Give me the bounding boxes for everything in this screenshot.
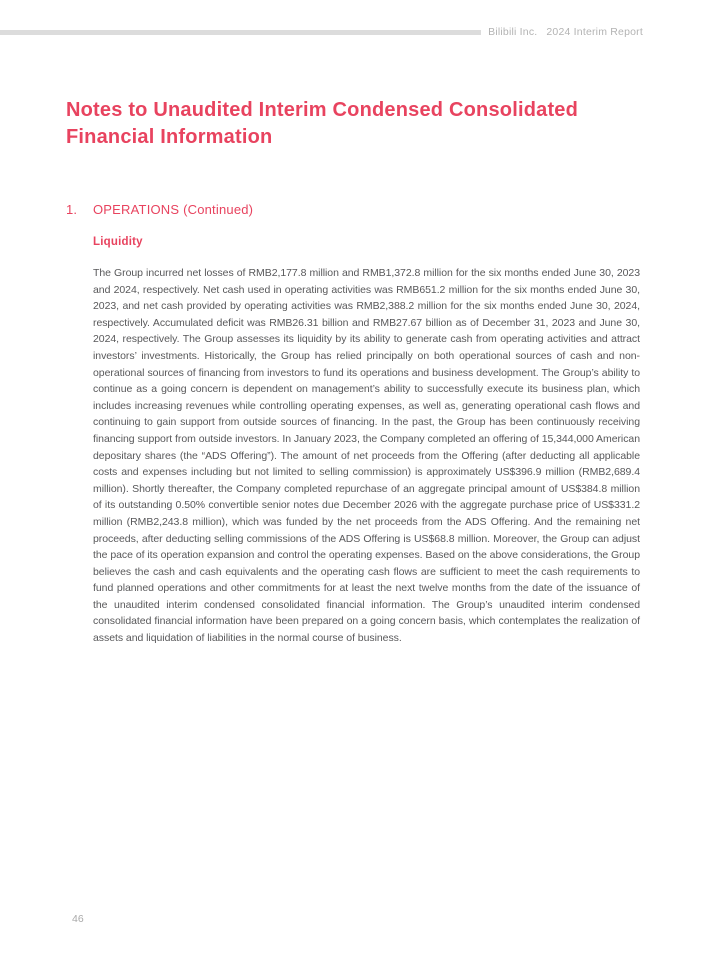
header-company-name: Bilibili Inc. bbox=[488, 26, 538, 38]
section-heading bbox=[66, 202, 253, 217]
header-rule bbox=[0, 30, 481, 35]
page-title: Notes to Unaudited Interim Condensed Consolidated Financial Information bbox=[66, 99, 579, 148]
running-header bbox=[488, 26, 643, 38]
liquidity-paragraph: The Group incurred net losses of RMB2,177.8 million and RMB1,372.8 million for the six months ended June 30, 2023 and 2024, respectively. Net cash used in operating activities was RMB651.2 million for the six months ended June 30, 2023, and net cash provided by operating activities was RMB2,388.2 million for the six months ended June 30, 2024, respectively. Accumulated deficit was RMB26.31 billion and RMB27.67 billion as of December 31, 2023 and June 30, 2024, respectively. The Group assesses its liquidity by its ability to generate cash from operating activities and attract investors’ investments. Historically, the Group has relied principally on both operational sources of cash and non-operational sources of financing from investors to fund its operations and business development. The Group’s ability to continue as a going concern is dependent on management’s ability to successfully execute its business plan, which includes increasing revenues while controlling operating expenses, as well as, generating operational cash flows and continuing to gain support from outside sources of financing. In the past, the Group has been continuously receiving financing support from outside investors. In January 2023, the Company completed an offering of 15,344,000 American depositary shares (the “ADS Offering”). The amount of net proceeds from the Offering (after deducting all applicable costs and expenses including but not limited to selling commission) is approximately US$396.9 million (RMB2,689.4 million). Shortly thereafter, the Company completed repurchase of an aggregate principal amount of US$384.8 million of its outstanding 0.50% convertible senior notes due December 2026 with the aggregate purchase price of US$331.2 million (RMB2,243.8 million), which was funded by the net proceeds from the ADS Offering. And the remaining net proceeds, after deducting selling commissions of the ADS Offering is US$68.8 million. Moreover, the Group can adjust the pace of its operation expansion and control the operating expenses. Based on the above considerations, the Group believes the cash and cash equivalents and the operating cash flows are sufficient to meet the cash requirements to fund planned operations and other commitments for at least the next twelve months from the date of the issuance of the unaudited interim condensed consolidated financial information. The Group’s unaudited interim condensed consolidated financial information have been prepared on a going concern basis, which contemplates the realization of assets and liquidation of liabilities in the normal course of business. bbox=[93, 267, 640, 645]
section-label: OPERATIONS (Continued) bbox=[93, 202, 254, 217]
section-number: 1. bbox=[66, 202, 78, 217]
subsection-heading-liquidity: Liquidity bbox=[93, 236, 143, 248]
page-number: 46 bbox=[72, 913, 84, 925]
header-report-title: 2024 Interim Report bbox=[546, 26, 643, 38]
